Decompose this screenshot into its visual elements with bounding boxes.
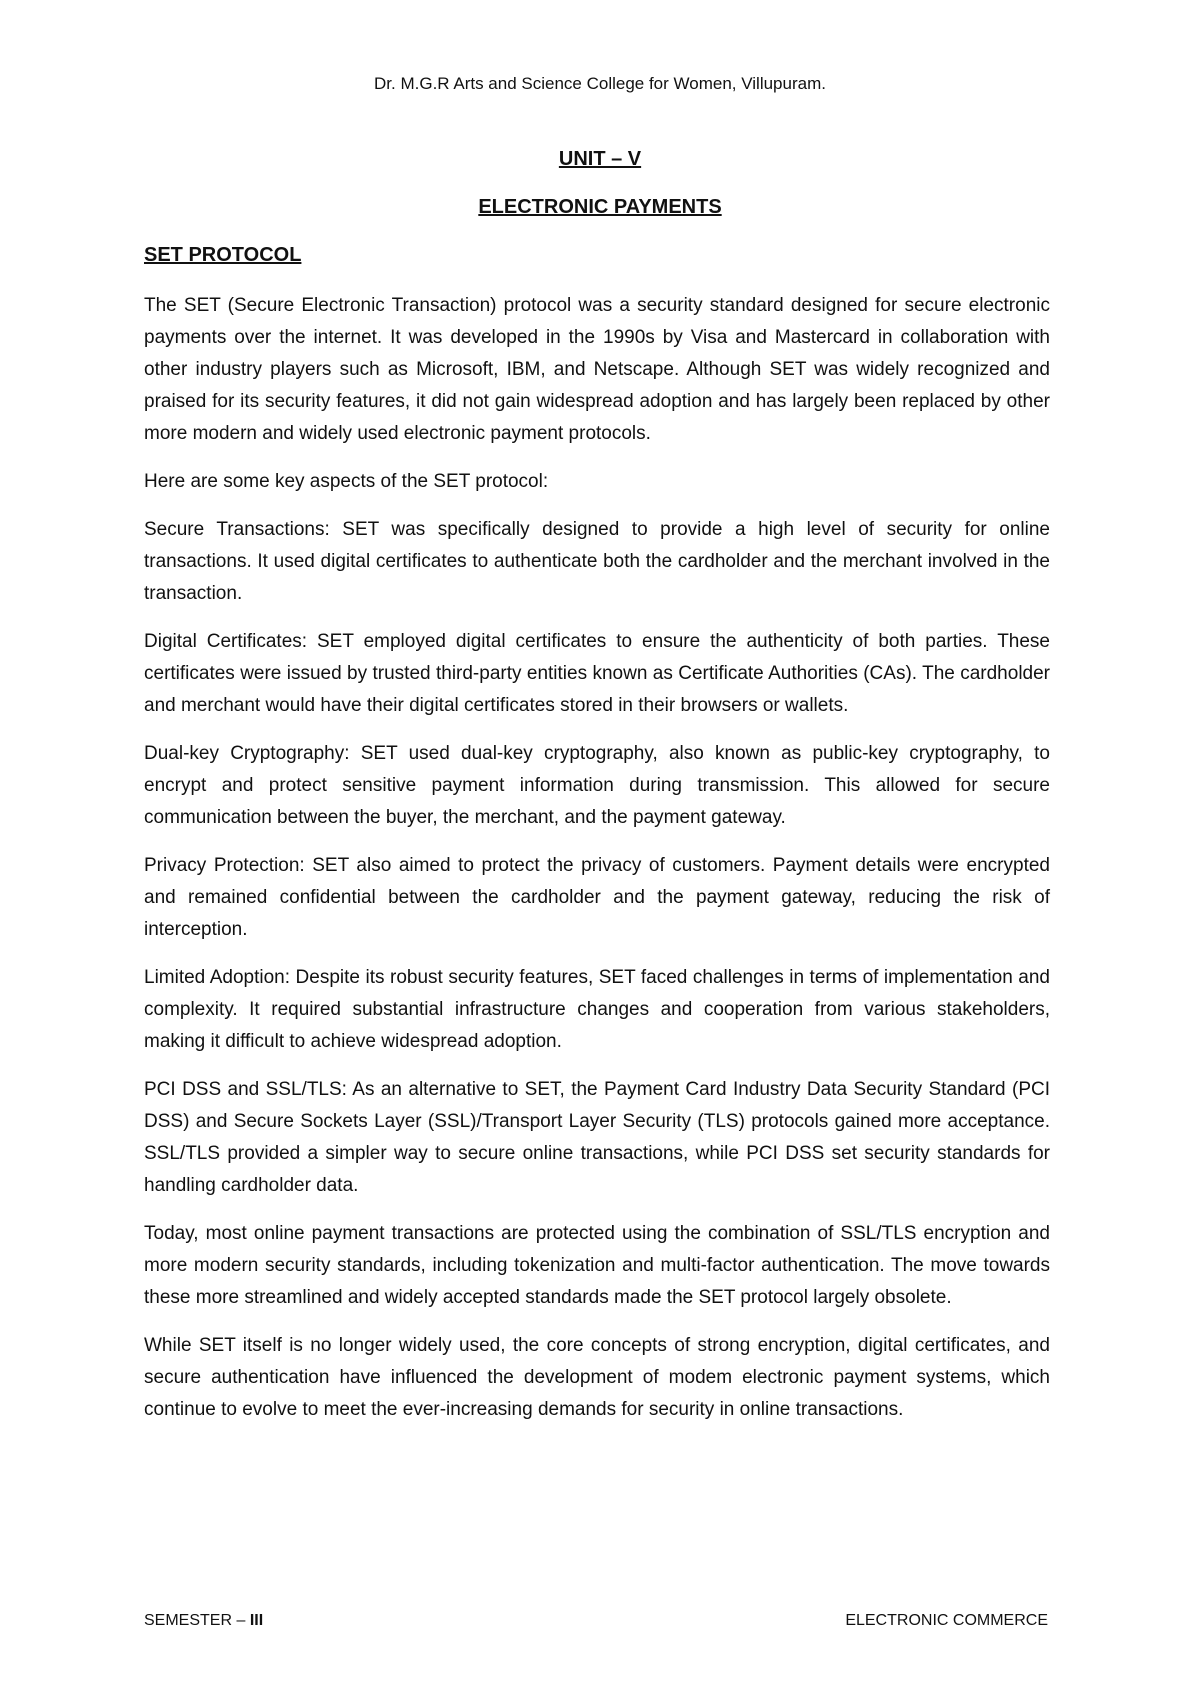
unit-title: UNIT – V [558, 148, 642, 170]
paragraph-dual-key-cryptography: Dual-key Cryptography: SET used dual-key cryptography, also known as public-key cryptography, to encrypt and protect sensitive payment information during transmission. This allowed for secure communication between the buyer, the merchant, and the payment gateway. [144, 743, 1050, 828]
section-title: SET PROTOCOL [144, 244, 302, 266]
footer-subject: ELECTRONIC COMMERCE [845, 1612, 1048, 1629]
paragraph-conclusion: While SET itself is no longer widely used, the core concepts of strong encryption, digital certificates, and secure authentication have influenced the development of modem electronic payment systems, which continue to evolve to meet the ever-increasing demands for security in online transactions. [144, 1335, 1050, 1420]
chapter-title: ELECTRONIC PAYMENTS [478, 196, 722, 218]
paragraph-key-aspects: Here are some key aspects of the SET protocol: [144, 471, 549, 492]
paragraph-intro: The SET (Secure Electronic Transaction) protocol was a security standard designed for secure electronic payments over the internet. It was developed in the 1990s by Visa and Mastercard in collaboration with other industry players such as Microsoft, IBM, and Netscape. Although SET was widely recognized and praised for its security features, it did not gain widespread adoption and has largely been replaced by other more modern and widely used electronic payment protocols. [144, 295, 1050, 444]
document-body [144, 290, 1050, 1442]
paragraph-secure-transactions: Secure Transactions: SET was specifically designed to provide a high level of security for online transactions. It used digital certificates to authenticate both the cardholder and the merchant involved in the transaction. [144, 519, 1050, 604]
footer-semester-label: SEMESTER – [144, 1612, 250, 1629]
paragraph-digital-certificates: Digital Certificates: SET employed digital certificates to ensure the authenticity of both parties. These certificates were issued by trusted third-party entities known as Certificate Authorities (CAs). The cardholder and merchant would have their digital certificates stored in their browsers or wallets. [144, 631, 1050, 716]
page-header: Dr. M.G.R Arts and Science College for Women, Villupuram. [374, 74, 826, 93]
paragraph-limited-adoption: Limited Adoption: Despite its robust security features, SET faced challenges in terms of implementation and complexity. It required substantial infrastructure changes and cooperation from various stakeholders, making it difficult to achieve widespread adoption. [144, 967, 1050, 1052]
paragraph-today: Today, most online payment transactions are protected using the combination of SSL/TLS encryption and more modern security standards, including tokenization and multi-factor authentication. The move towards these more streamlined and widely accepted standards made the SET protocol largely obsolete. [144, 1223, 1050, 1308]
footer-semester-value: III [249, 1612, 264, 1629]
paragraph-privacy-protection: Privacy Protection: SET also aimed to protect the privacy of customers. Payment details were encrypted and remained confidential between the cardholder and the payment gateway, reducing the risk of interception. [144, 855, 1050, 940]
footer-semester [144, 1612, 263, 1630]
paragraph-pci-dss-ssl-tls: PCI DSS and SSL/TLS: As an alternative to SET, the Payment Card Industry Data Security Standard (PCI DSS) and Secure Sockets Layer (SSL)/Transport Layer Security (TLS) protocols gained more acceptance. SSL/TLS provided a simpler way to secure online transactions, while PCI DSS set security standards for handling cardholder data. [144, 1079, 1050, 1196]
